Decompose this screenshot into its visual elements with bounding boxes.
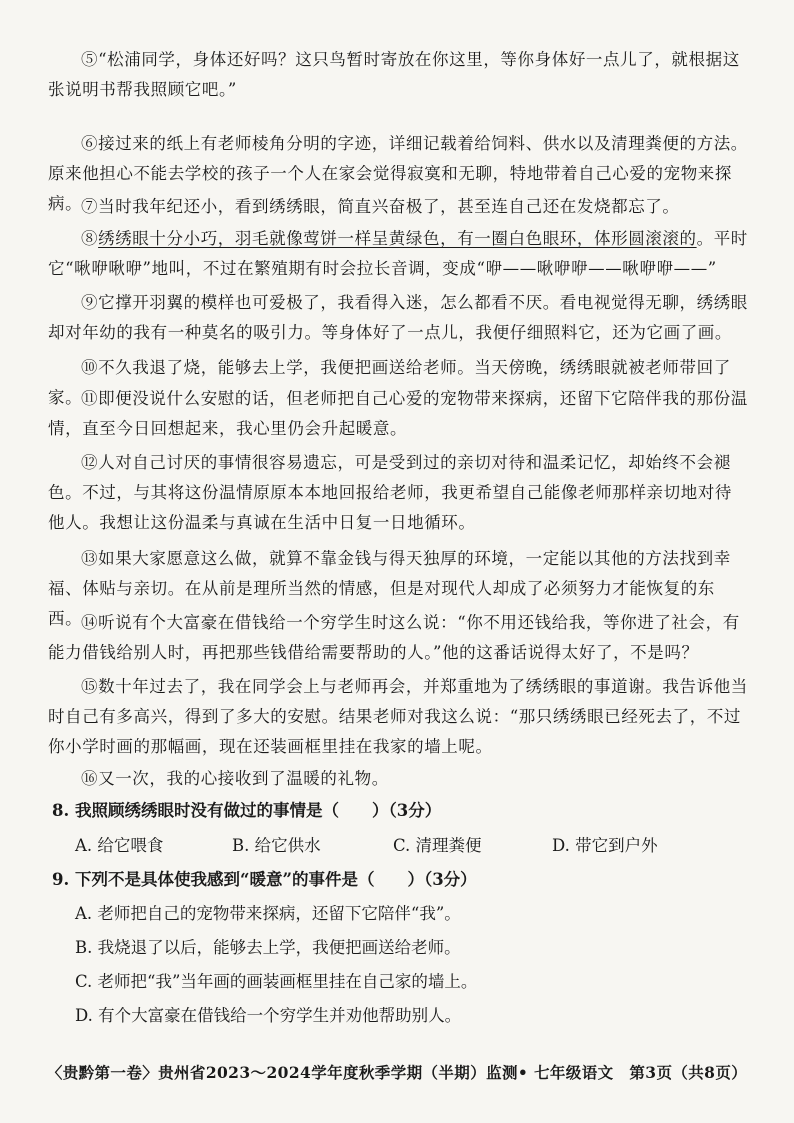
paragraph-13: ⑬如果大家愿意这么做，就算不靠金钱与得天独厚的环境，一定能以其他的方法找到幸福、体贴与亲切。在从前是理所当然的情感，但是对现代人却成了必须努力才能恢复的东西。 <box>48 549 731 628</box>
paragraph-8 <box>48 224 748 284</box>
paragraph-15: ⑮数十年过去了，我在同学会上与老师再会，并郑重地为了绣绣眼的事道谢。我告诉他当时自己有多高兴，得到了多大的安慰。结果老师对我这么说：“那只绣绣眼已经死去了，不过你小学时画的那幅画，现在还装画框里挂在我家的墙上呢。 <box>48 677 748 756</box>
page-footer: 〈贵黔第一卷〉贵州省2023～2024学年度秋季学期（半期）监测• 七年级语文 第3页（共8页） <box>46 1063 748 1082</box>
paragraph-11: ⑪即便没说什么安慰的话，但老师把自己心爱的宠物带来探病，还留下它陪伴我的那份温情，直至今日回想起来，我心里仍会升起暖意。 <box>48 389 748 438</box>
question-9-option-a[interactable]: A. 老师把自己的宠物带来探病，还留下它陪伴“我”。 <box>75 904 461 923</box>
question-8-title: 8. 我照顾绣绣眼时没有做过的事情是（ ）（3分） <box>52 801 442 820</box>
paragraph-8-rest: 。平时它“啾咿啾咿”地叫，不过在繁殖期有时会拉长音调，变成“咿——啾咿咿——啾咿咿——” <box>48 229 748 278</box>
question-8-option-a[interactable]: A. 给它喂食 <box>75 836 164 855</box>
paragraph-5: ⑤“松浦同学，身体还好吗？这只鸟暂时寄放在你这里，等你身体好一点儿了，就根据这张说明书帮我照顾它吧。” <box>48 50 740 99</box>
paragraph-14: ⑭听说有个大富豪在借钱给一个穷学生时这么说：“你不用还钱给我，等你进了社会，有能力借钱给别人时，再把那些钱借给需要帮助的人。”他的这番话说得太好了，不是吗？ <box>48 613 740 662</box>
question-9-option-d[interactable]: D. 有个大富豪在借钱给一个穷学生并劝他帮助别人。 <box>75 1006 462 1025</box>
paragraph-8-number: ⑧ <box>81 229 99 248</box>
underlined-sentence: 绣绣眼十分小巧，羽毛就像莺饼一样呈黄绿色，有一圈白色眼环，体形圆滚滚的 <box>98 229 697 248</box>
paragraph-12: ⑫人对自己讨厌的事情很容易遗忘，可是受到过的亲切对待和温柔记忆，却始终不会褪色。不过，与其将这份温情原原本本地回报给老师，我更希望自己能像老师那样亲切地对待他人。我想让这份温柔与真诚在生活中日复一日地循环。 <box>48 453 732 532</box>
paragraph-10: ⑩不久我退了烧，能够去上学，我便把画送给老师。当天傍晚，绣绣眼就被老师带回了家。 <box>48 358 731 407</box>
question-8-option-b[interactable]: B. 给它供水 <box>232 836 321 855</box>
paragraph-6: ⑥接过来的纸上有老师棱角分明的字迹，详细记载着给饲料、供水以及清理粪便的方法。原来他担心不能去学校的孩子一个人在家会觉得寂寞和无聊，特地带着自己心爱的宠物来探病。 <box>48 134 748 213</box>
paragraph-7: ⑦当时我年纪还小，看到绣绣眼，简直兴奋极了，甚至连自己还在发烧都忘了。 <box>81 197 680 216</box>
paragraph-9: ⑨它撑开羽翼的模样也可爱极了，我看得入迷，怎么都看不厌。看电视觉得无聊，绣绣眼却对年幼的我有一种莫名的吸引力。等身体好了一点儿，我便仔细照料它，还为它画了画。 <box>48 293 748 342</box>
paragraph-16: ⑯又一次，我的心接收到了温暖的礼物。 <box>81 769 389 788</box>
question-8-option-c[interactable]: C. 清理粪便 <box>393 836 482 855</box>
question-8-option-d[interactable]: D. 带它到户外 <box>552 836 658 855</box>
question-9-option-b[interactable]: B. 我烧退了以后，能够去上学，我便把画送给老师。 <box>75 938 461 957</box>
question-9-title: 9. 下列不是具体使我感到“暖意”的事件是（ ）（3分） <box>52 870 477 889</box>
question-9-option-c[interactable]: C. 老师把“我”当年画的画装画框里挂在自己家的墙上。 <box>75 972 478 991</box>
